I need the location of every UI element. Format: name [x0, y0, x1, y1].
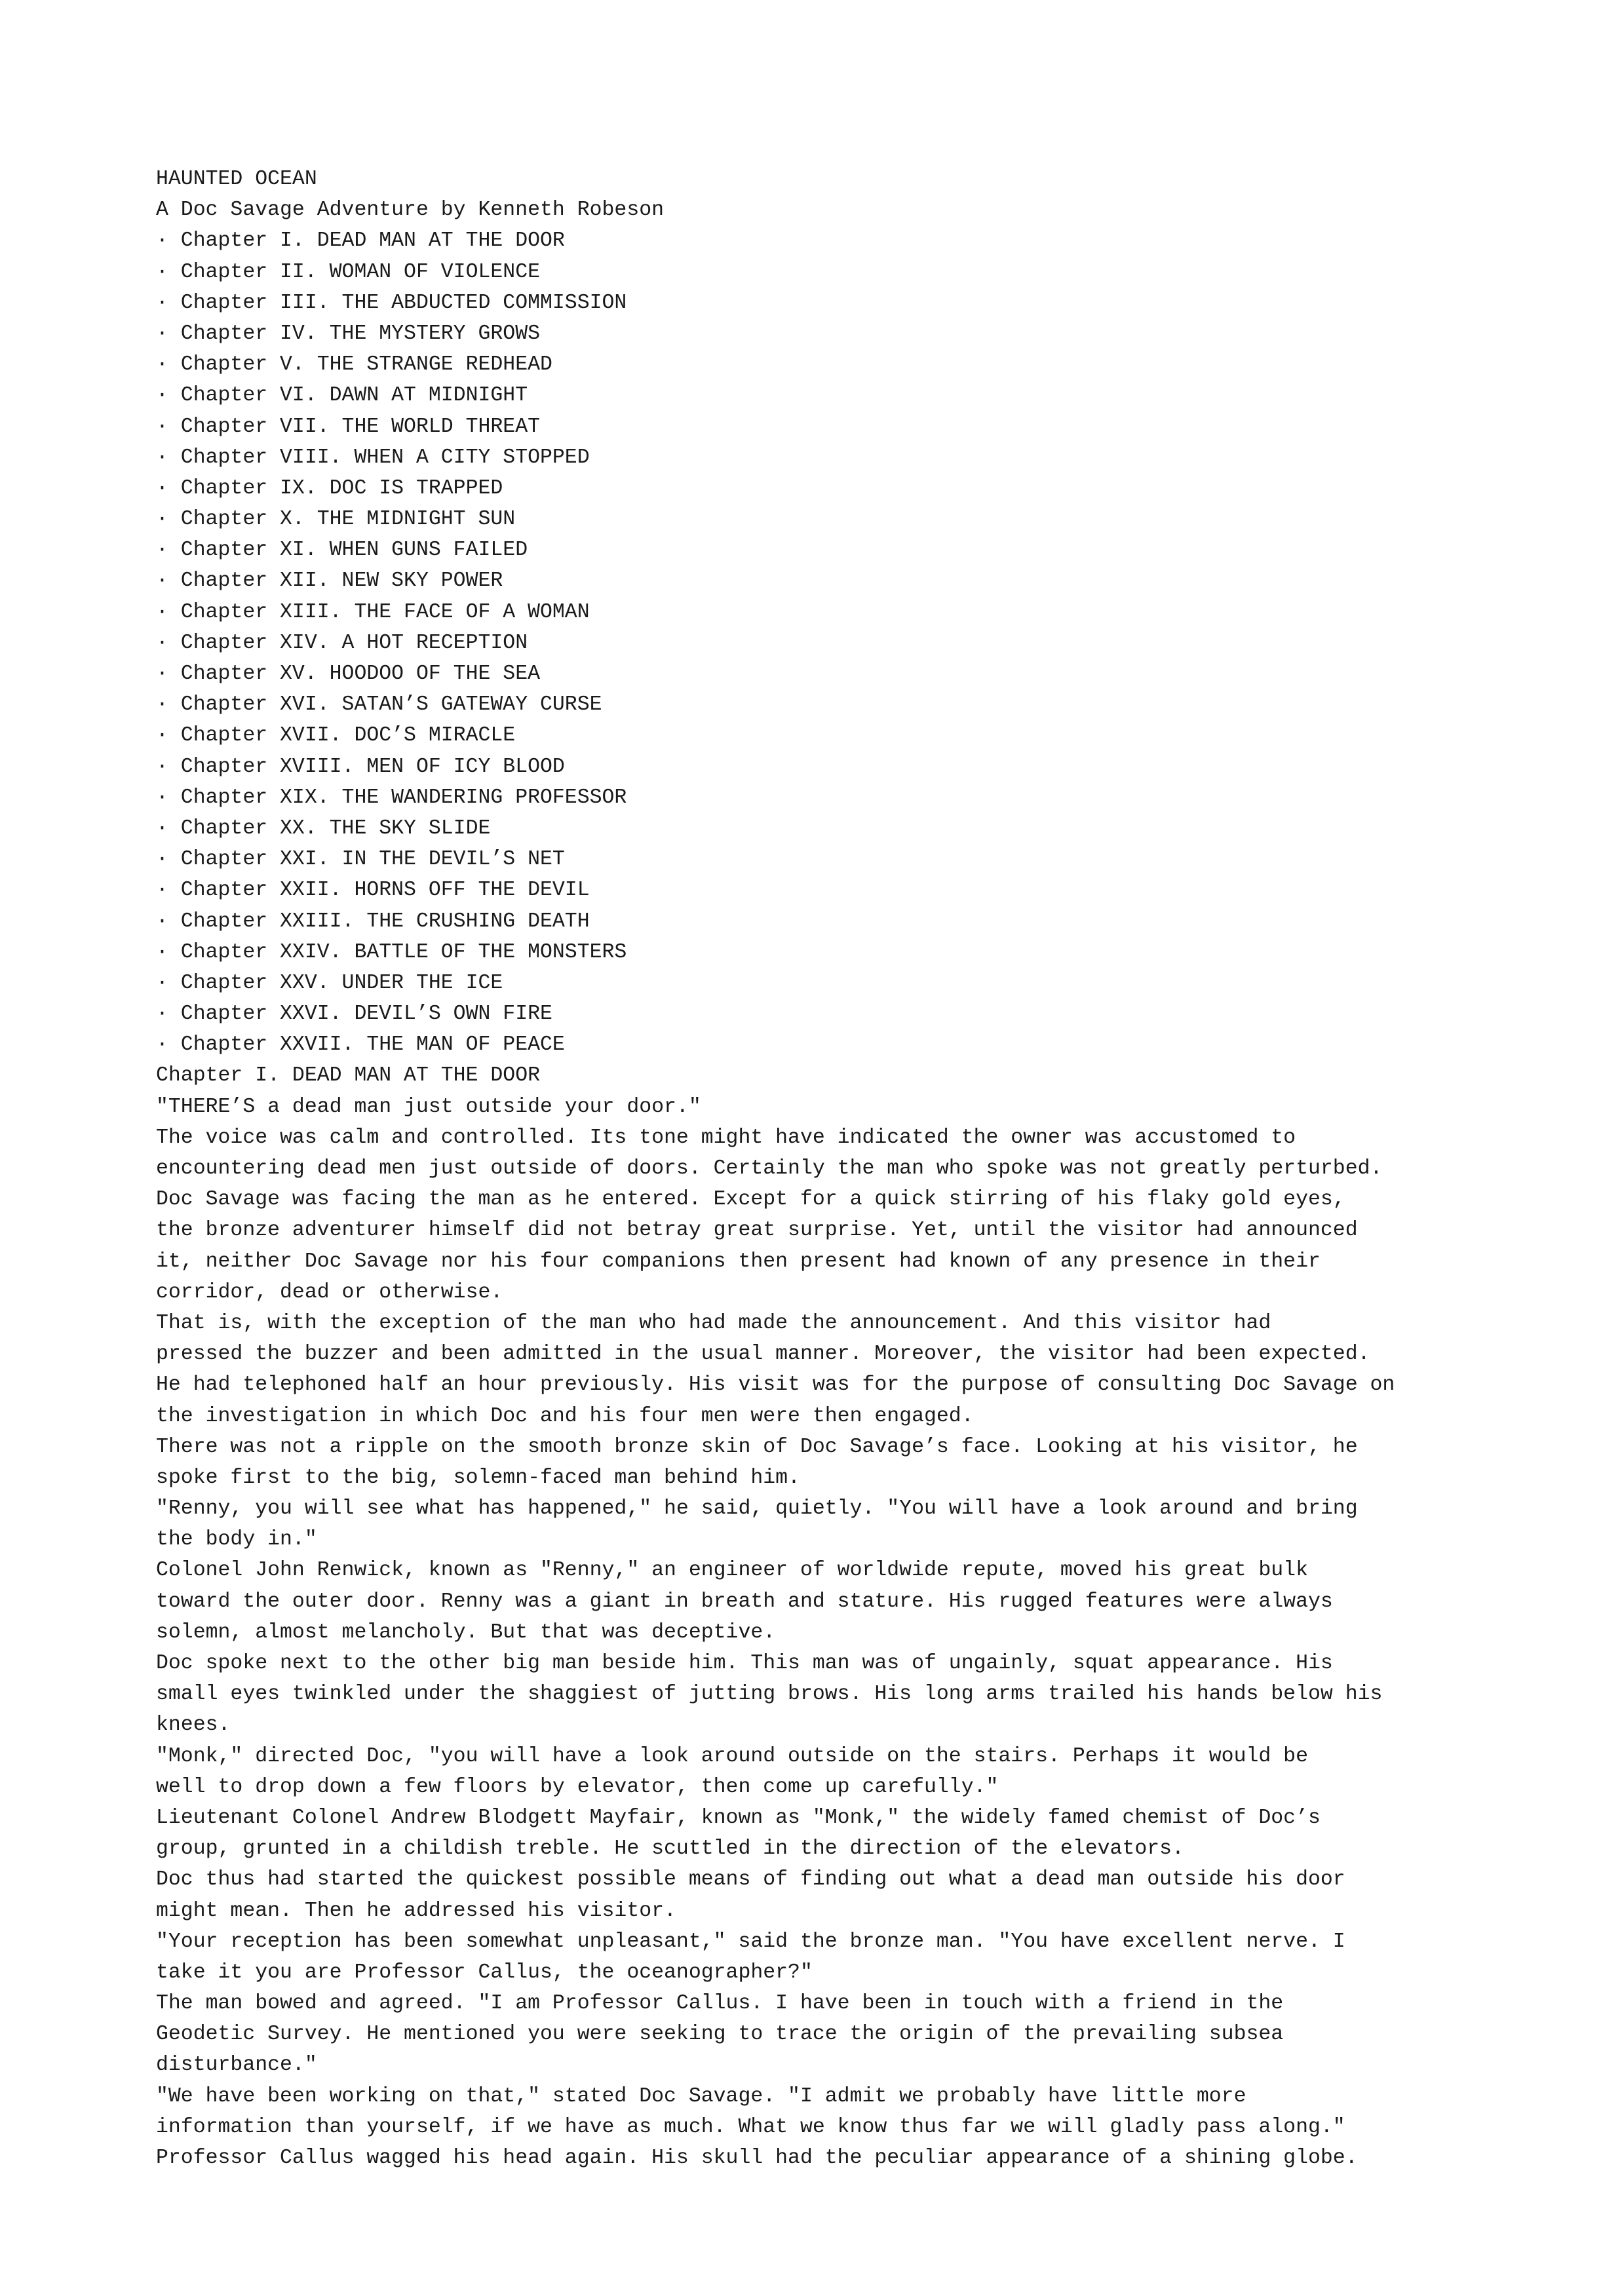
text-line: the investigation in which Doc and his four men were then engaged.: [156, 1404, 974, 1428]
text-line: · Chapter XXI. IN THE DEVIL’S NET: [156, 848, 565, 871]
text-line: · Chapter III. THE ABDUCTED COMMISSION: [156, 291, 627, 315]
text-line: small eyes twinkled under the shaggiest of jutting brows. His long arms trailed his hands below his: [156, 1683, 1383, 1706]
document-title: HAUNTED OCEAN: [156, 168, 317, 191]
text-line: That is, with the exception of the man who had made the announcement. And this visitor had: [156, 1311, 1271, 1335]
text-line: encountering dead men just outside of doors. Certainly the man who spoke was not greatly perturbed.: [156, 1157, 1383, 1180]
text-line: Doc spoke next to the other big man beside him. This man was of ungainly, squat appearance. His: [156, 1652, 1333, 1675]
text-line: · Chapter XXIII. THE CRUSHING DEATH: [156, 909, 590, 933]
text-line: · Chapter VII. THE WORLD THREAT: [156, 415, 540, 438]
text-line: · Chapter II. WOMAN OF VIOLENCE: [156, 260, 540, 284]
text-line: might mean. Then he addressed his visitor.: [156, 1899, 676, 1923]
text-line: disturbance.": [156, 2054, 317, 2077]
text-line: corridor, dead or otherwise.: [156, 1280, 503, 1304]
text-line: "Renny, you will see what has happened," he said, quietly. "You will have a look around and bring: [156, 1497, 1358, 1521]
text-line: take it you are Professor Callus, the oceanographer?": [156, 1961, 813, 1984]
text-line: "Monk," directed Doc, "you will have a look around outside on the stairs. Perhaps it would be: [156, 1744, 1308, 1768]
text-line: the body in.": [156, 1528, 317, 1552]
text-line: · Chapter VI. DAWN AT MIDNIGHT: [156, 384, 528, 408]
text-line: · Chapter XIII. THE FACE OF A WOMAN: [156, 600, 590, 624]
text-line: "We have been working on that," stated Doc Savage. "I admit we probably have little more: [156, 2084, 1246, 2108]
text-line: it, neither Doc Savage nor his four companions then present had known of any presence in their: [156, 1250, 1321, 1273]
document-page: [156, 164, 1473, 2173]
text-line: · Chapter XX. THE SKY SLIDE: [156, 816, 491, 840]
text-line: · Chapter XVII. DOC’S MIRACLE: [156, 724, 516, 748]
text-line: solemn, almost melancholy. But that was deceptive.: [156, 1620, 776, 1644]
text-line: spoke first to the big, solemn-faced man behind him.: [156, 1466, 800, 1489]
text-line: · Chapter IV. THE MYSTERY GROWS: [156, 322, 540, 345]
text-line: toward the outer door. Renny was a giant in breath and stature. His rugged features were always: [156, 1590, 1333, 1613]
text-line: · Chapter XV. HOODOO OF THE SEA: [156, 662, 540, 685]
text-line: The man bowed and agreed. "I am Professor Callus. I have been in touch with a friend in the: [156, 1992, 1284, 2016]
text-line: · Chapter IX. DOC IS TRAPPED: [156, 476, 503, 500]
text-line: group, grunted in a childish treble. He scuttled in the direction of the elevators.: [156, 1837, 1184, 1861]
text-line: · Chapter XXIV. BATTLE OF THE MONSTERS: [156, 940, 627, 964]
text-line: the bronze adventurer himself did not betray great surprise. Yet, until the visitor had announced: [156, 1219, 1358, 1242]
text-line: Doc thus had started the quickest possible means of finding out what a dead man outside his door: [156, 1868, 1345, 1892]
text-line: He had telephoned half an hour previously. His visit was for the purpose of consulting Doc Savage on: [156, 1373, 1395, 1397]
text-line: Doc Savage was facing the man as he entered. Except for a quick stirring of his flaky gold eyes,: [156, 1188, 1345, 1212]
text-line: · Chapter XIV. A HOT RECEPTION: [156, 631, 528, 655]
text-line: "THERE’S a dead man just outside your door.": [156, 1095, 701, 1119]
text-line: Geodetic Survey. He mentioned you were seeking to trace the origin of the prevailing subsea: [156, 2023, 1284, 2046]
text-line: · Chapter XXVI. DEVIL’S OWN FIRE: [156, 1003, 552, 1026]
text-line: information than yourself, if we have as much. What we know thus far we will gladly pass along.": [156, 2115, 1345, 2139]
text-line: · Chapter XII. NEW SKY POWER: [156, 569, 503, 593]
text-line: Chapter I. DEAD MAN AT THE DOOR: [156, 1064, 540, 1088]
text-line: · Chapter V. THE STRANGE REDHEAD: [156, 353, 552, 377]
text-line: · Chapter XVI. SATAN’S GATEWAY CURSE: [156, 693, 602, 717]
text-line: · Chapter XXVII. THE MAN OF PEACE: [156, 1033, 565, 1057]
document-byline: A Doc Savage Adventure by Kenneth Robeson: [156, 199, 665, 222]
text-line: · Chapter XIX. THE WANDERING PROFESSOR: [156, 786, 627, 809]
text-line: · Chapter XVIII. MEN OF ICY BLOOD: [156, 755, 565, 778]
text-line: Lieutenant Colonel Andrew Blodgett Mayfair, known as "Monk," the widely famed chemist of Doc’s: [156, 1806, 1321, 1829]
text-line: · Chapter XI. WHEN GUNS FAILED: [156, 539, 528, 562]
text-line: · Chapter VIII. WHEN A CITY STOPPED: [156, 446, 590, 469]
text-line: Colonel John Renwick, known as "Renny," an engineer of worldwide repute, moved his great bulk: [156, 1559, 1308, 1582]
text-line: well to drop down a few floors by elevator, then come up carefully.": [156, 1775, 999, 1799]
text-line: knees.: [156, 1713, 231, 1737]
text-line: · Chapter XXII. HORNS OFF THE DEVIL: [156, 879, 590, 902]
text-line: "Your reception has been somewhat unpleasant," said the bronze man. "You have excellent nerve. I: [156, 1930, 1345, 1953]
text-line: There was not a ripple on the smooth bronze skin of Doc Savage’s face. Looking at his visitor, he: [156, 1435, 1358, 1459]
text-line: The voice was calm and controlled. Its tone might have indicated the owner was accustomed to: [156, 1126, 1296, 1149]
text-line: · Chapter X. THE MIDNIGHT SUN: [156, 508, 516, 531]
text-line: pressed the buzzer and been admitted in the usual manner. Moreover, the visitor had been expected.: [156, 1343, 1370, 1366]
text-line: Professor Callus wagged his head again. His skull had the peculiar appearance of a shining globe.: [156, 2147, 1358, 2170]
text-line: · Chapter I. DEAD MAN AT THE DOOR: [156, 229, 565, 253]
text-line: · Chapter XXV. UNDER THE ICE: [156, 971, 503, 995]
